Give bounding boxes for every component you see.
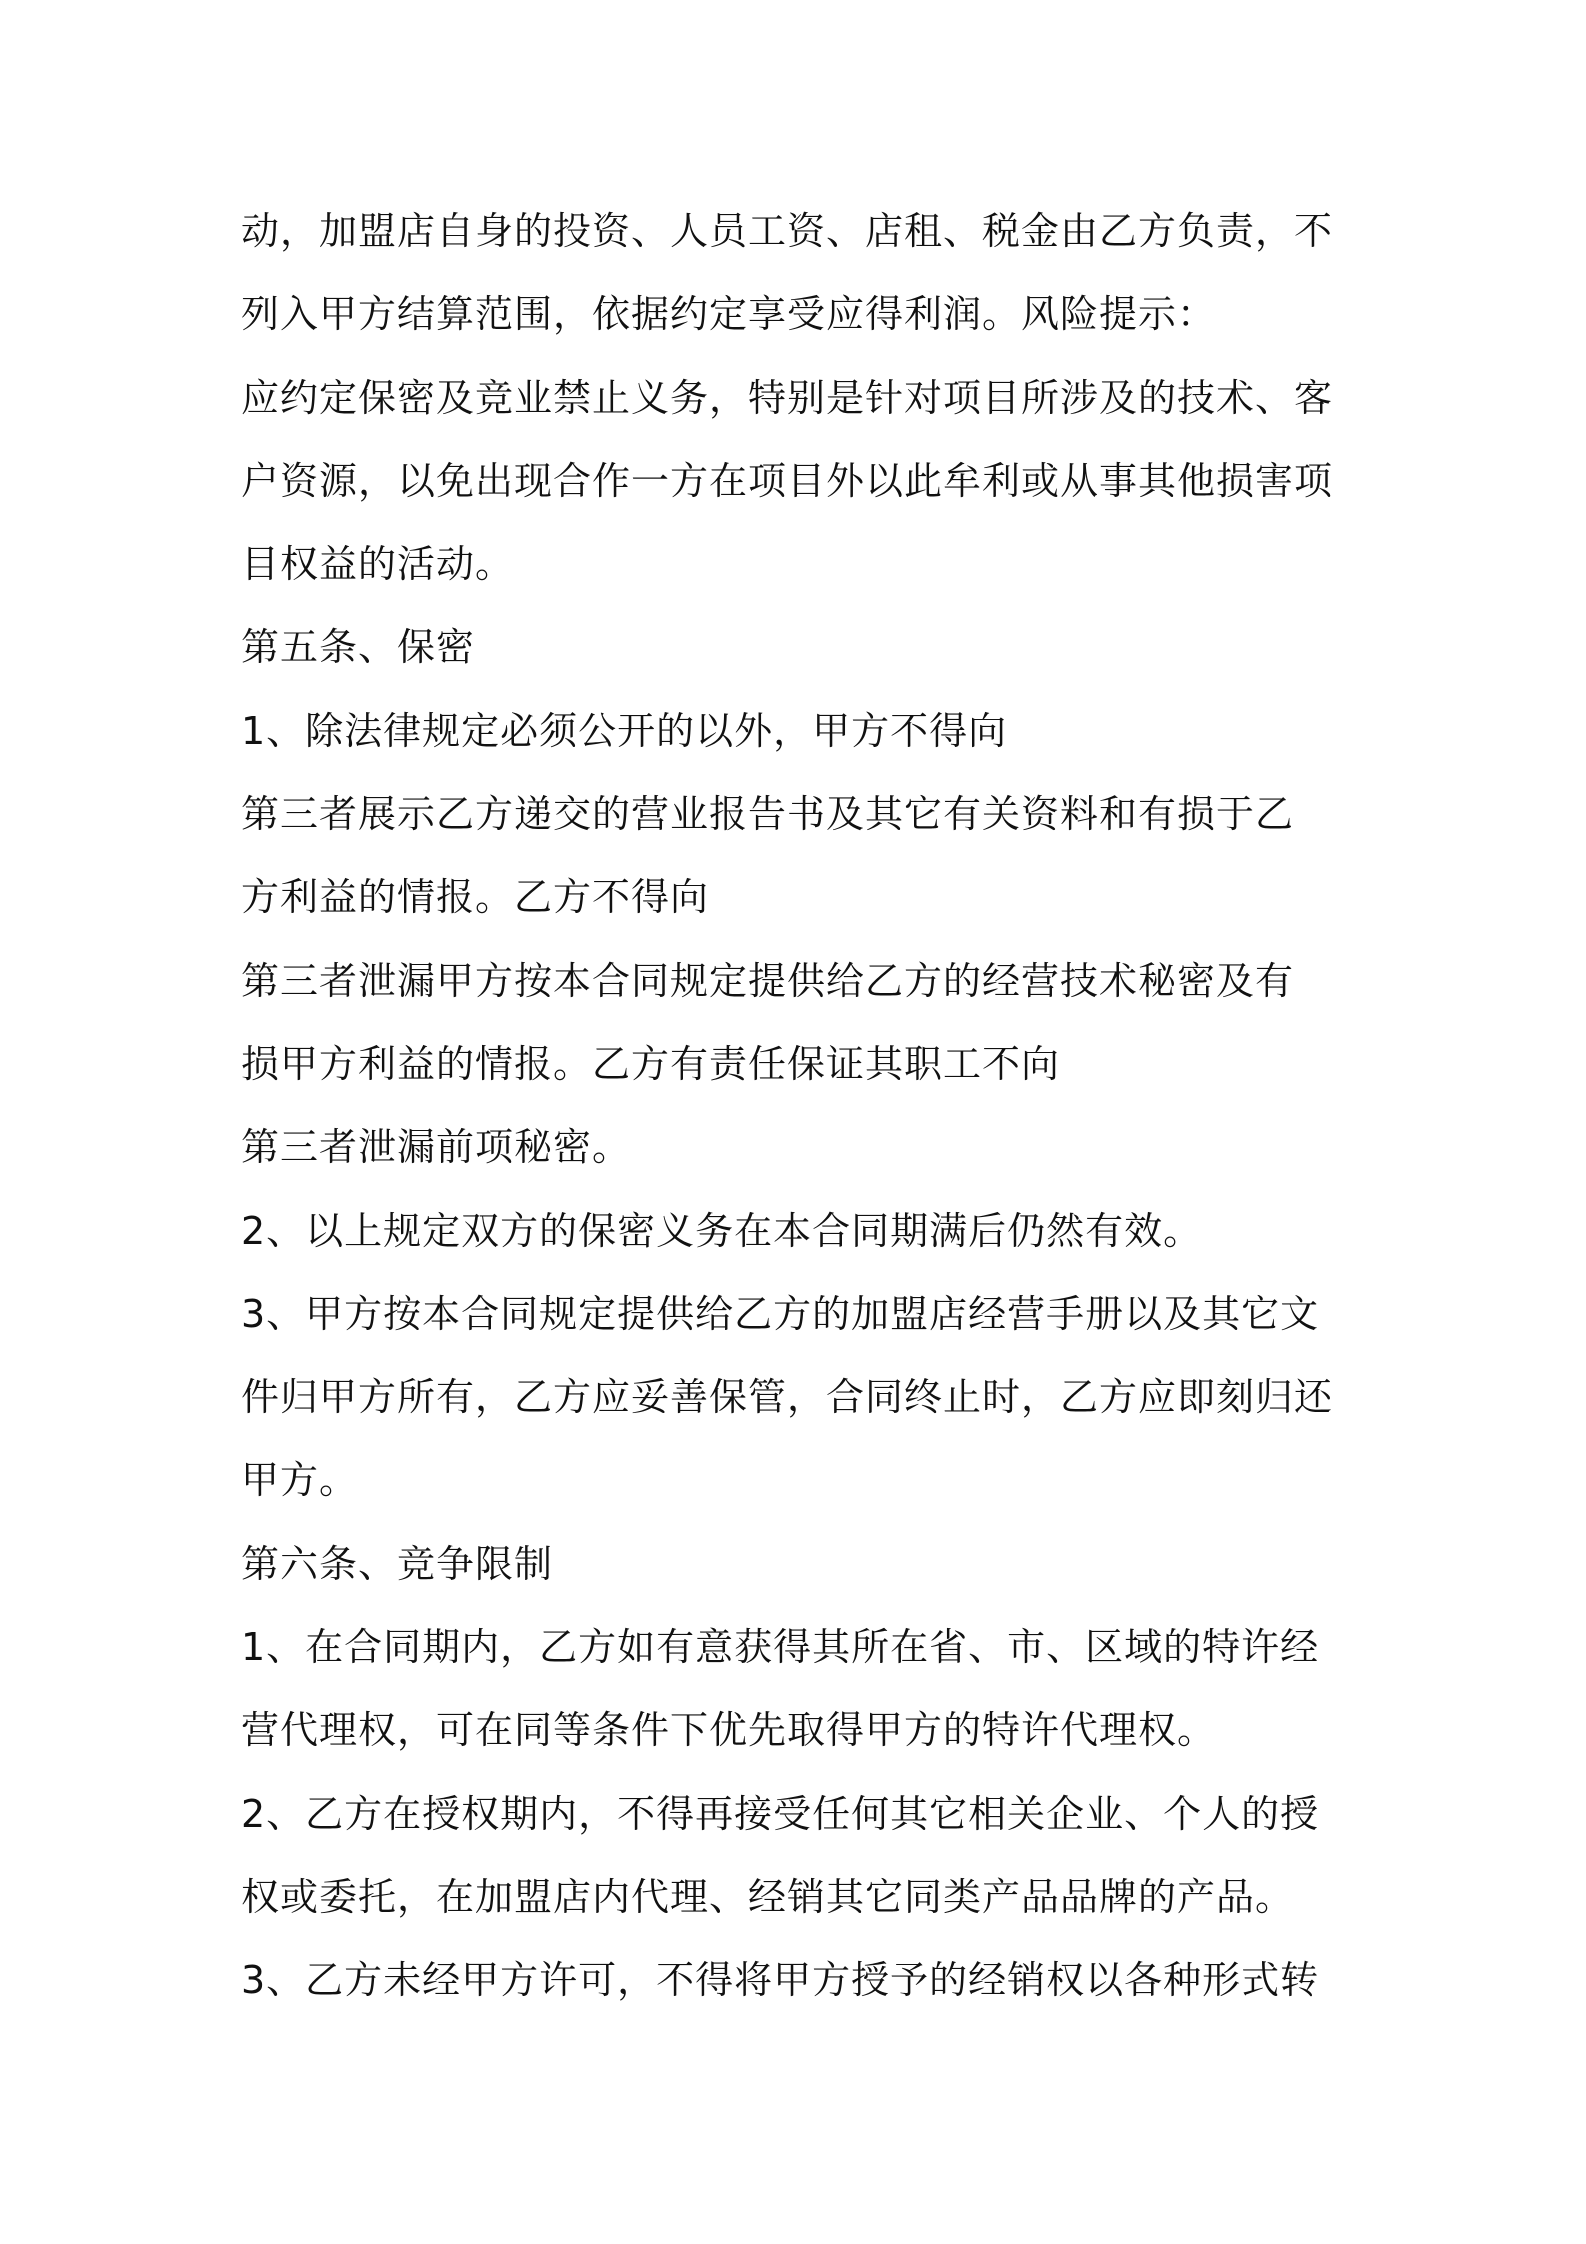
text-line: 甲方。 <box>241 1458 359 1503</box>
text-line: 2、乙方在授权期内，不得再接受任何其它相关企业、个人的授 <box>241 1791 1320 1836</box>
text-line: 2、以上规定双方的保密义务在本合同期满后仍然有效。 <box>241 1208 1203 1253</box>
section-heading: 第六条、竞争限制 <box>241 1541 554 1586</box>
text-line: 方利益的情报。乙方不得向 <box>241 875 710 920</box>
text-line: 第三者泄漏前项秘密。 <box>241 1125 632 1170</box>
text-line: 列入甲方结算范围，依据约定享受应得利润。风险提示： <box>241 292 1217 337</box>
document-body <box>241 190 1351 2023</box>
text-line: 第三者泄漏甲方按本合同规定提供给乙方的经营技术秘密及有 <box>241 958 1295 1003</box>
text-line: 目权益的活动。 <box>241 542 515 587</box>
text-line: 动，加盟店自身的投资、人员工资、店租、税金由乙方负责，不 <box>241 209 1334 253</box>
text-line: 3、甲方按本合同规定提供给乙方的加盟店经营手册以及其它文 <box>241 1291 1320 1336</box>
text-line: 损甲方利益的情报。乙方有责任保证其职工不向 <box>241 1041 1061 1086</box>
text-line: 户资源，以免出现合作一方在项目外以此牟利或从事其他损害项 <box>241 458 1334 503</box>
section-heading: 第五条、保密 <box>241 625 476 670</box>
text-line: 应约定保密及竞业禁止义务，特别是针对项目所涉及的技术、客 <box>241 375 1334 420</box>
text-line: 第三者展示乙方递交的营业报告书及其它有关资料和有损于乙 <box>241 792 1295 837</box>
text-line: 权或委托，在加盟店内代理、经销其它同类产品品牌的产品。 <box>241 1874 1295 1919</box>
text-line: 3、乙方未经甲方许可，不得将甲方授予的经销权以各种形式转 <box>241 1958 1320 2003</box>
text-line: 营代理权，可在同等条件下优先取得甲方的特许代理权。 <box>241 1708 1217 1753</box>
text-line: 1、除法律规定必须公开的以外，甲方不得向 <box>241 708 1008 753</box>
text-line: 件归甲方所有，乙方应妥善保管，合同终止时，乙方应即刻归还 <box>241 1375 1334 1420</box>
text-line: 1、在合同期内，乙方如有意获得其所在省、市、区域的特许经 <box>241 1625 1320 1670</box>
